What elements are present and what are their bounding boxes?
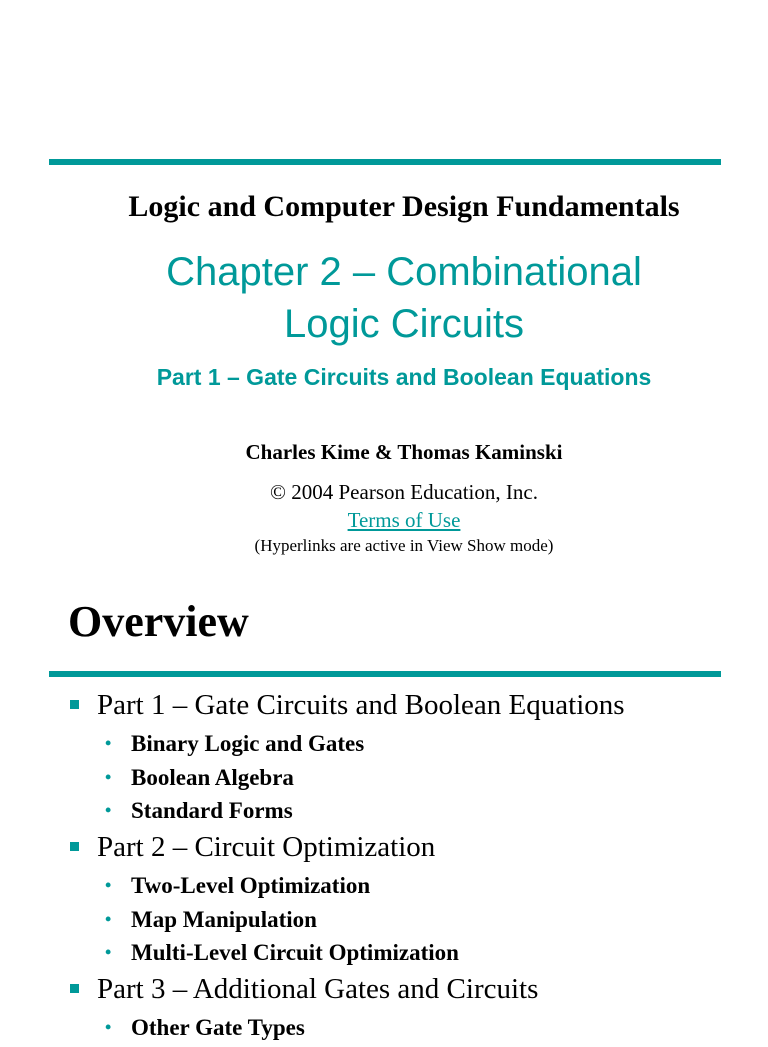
terms-of-use-link[interactable]: Terms of Use — [347, 508, 461, 532]
part-label: Part 1 – Gate Circuits and Boolean Equations — [97, 689, 625, 721]
round-bullet-icon: • — [105, 875, 112, 896]
sub-item-label: Standard Forms — [131, 798, 293, 824]
outline-sub-item — [68, 903, 748, 937]
round-bullet-icon: • — [105, 908, 112, 929]
outline-part-2 — [68, 830, 748, 970]
outline-sub-list — [68, 727, 748, 828]
outline-part-item — [68, 972, 748, 1007]
sub-item-label: Other Gate Types — [131, 1015, 305, 1041]
outline-part-1 — [68, 688, 748, 828]
part-subtitle: Part 1 – Gate Circuits and Boolean Equations — [156, 364, 652, 390]
authors: Charles Kime & Thomas Kaminski — [245, 440, 563, 464]
outline-sub-item — [68, 761, 748, 795]
chapter-title-line-1: Chapter 2 – Combinational — [166, 250, 642, 294]
square-bullet-icon — [70, 984, 79, 993]
round-bullet-icon: • — [105, 733, 112, 753]
sub-item-label: Boolean Algebra — [131, 764, 294, 790]
outline-part-item — [68, 688, 748, 723]
outline-sub-list — [68, 1011, 748, 1045]
square-bullet-icon — [70, 842, 79, 851]
round-bullet-icon: • — [105, 766, 112, 787]
outline-sub-list — [68, 869, 748, 970]
copyright-notice: © 2004 Pearson Education, Inc. — [270, 480, 538, 504]
outline-sub-item — [68, 727, 748, 761]
chapter-title-line-2: Logic Circuits — [283, 302, 525, 346]
chapter-title — [20, 246, 768, 350]
square-bullet-icon — [70, 700, 79, 709]
round-bullet-icon: • — [105, 942, 112, 963]
terms-container — [20, 508, 768, 533]
sub-item-label: Binary Logic and Gates — [131, 731, 365, 756]
sub-item-label: Map Manipulation — [131, 906, 317, 932]
outline-sub-item — [68, 936, 748, 970]
round-bullet-icon: • — [105, 1017, 112, 1038]
part-label: Part 3 – Additional Gates and Circuits — [97, 973, 539, 1006]
overview-outline — [68, 688, 748, 1047]
overview-title: Overview — [68, 597, 249, 646]
sub-item-label: Two-Level Optimization — [131, 873, 371, 899]
title-top-rule — [49, 159, 721, 165]
outline-sub-item — [68, 869, 748, 903]
outline-part-3 — [68, 972, 748, 1045]
outline-sub-item — [68, 794, 748, 828]
course-title: Logic and Computer Design Fundamentals — [128, 190, 680, 223]
hyperlink-note: (Hyperlinks are active in View Show mode) — [254, 536, 554, 555]
part-label: Part 2 – Circuit Optimization — [97, 831, 436, 864]
overview-rule — [49, 671, 721, 677]
sub-item-label: Multi-Level Circuit Optimization — [131, 940, 459, 966]
round-bullet-icon: • — [105, 800, 112, 821]
outline-part-item — [68, 830, 748, 865]
outline-sub-item — [68, 1011, 748, 1045]
